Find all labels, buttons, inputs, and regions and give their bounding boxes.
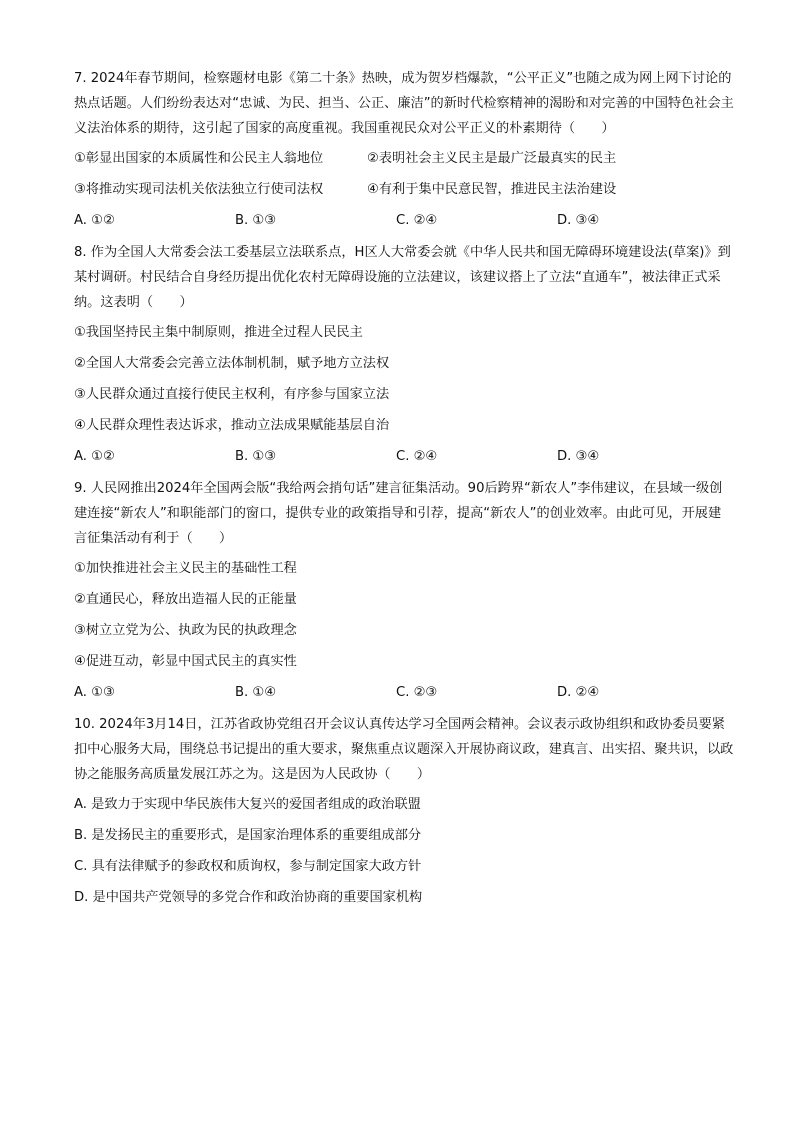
statement-row: [74, 174, 734, 205]
statement: ②表明社会主义民主是最广泛最真实的民主: [367, 151, 617, 166]
question-stem: 7. 2024年春节期间，检察题材电影《第二十条》热映，成为贺岁档爆款，“公平正义”也随之成为网上网下讨论的热点话题。人们纷纷表达对“忠诚、为民、担当、公正、廉洁”的新时代检察精神的渴盼和对完善的中国特色社会主义法治体系的期待，这引起了国家的高度重视。我国重视民众对公平正义的朴素期待（ ）: [74, 71, 734, 136]
option-c: C. ②④: [396, 449, 438, 464]
statement: ②直通民心，释放出造福人民的正能量: [74, 592, 297, 607]
option-d: D. 是中国共产党领导的多党合作和政治协商的重要国家机构: [74, 890, 423, 905]
question-9: [74, 476, 734, 708]
option-c: C. ②③: [396, 685, 438, 700]
answer-options: [74, 205, 734, 236]
option-b: B. ①③: [235, 449, 277, 464]
option-d: D. ②④: [557, 685, 600, 700]
statement: ①加快推进社会主义民主的基础性工程: [74, 561, 297, 576]
statement: ③树立立党为公、执政为民的执政理念: [74, 623, 297, 638]
statement: ②全国人大常委会完善立法体制机制，赋予地方立法权: [74, 356, 390, 371]
option-d: D. ③④: [557, 213, 600, 228]
option-d: D. ③④: [557, 449, 600, 464]
question-stem: 8. 作为全国人大常委会法工委基层立法联系点，H区人大常委会就《中华人民共和国无障碍环境建设法(草案)》到某村调研。村民结合自身经历提出优化农村无障碍设施的立法建议，该建议搭上了立法“直通车”，被法律正式采纳。这表明（ ）: [74, 245, 731, 310]
question-8: [74, 240, 734, 472]
question-list: [74, 66, 734, 913]
option-b: B. ①④: [235, 685, 277, 700]
option-a: A. ①②: [74, 449, 115, 464]
statement: ④人民群众理性表达诉求，推动立法成果赋能基层自治: [74, 418, 390, 433]
answer-options: [74, 441, 734, 472]
question-stem: 9. 人民网推出2024年全国两会版“我给两会捎句话”建言征集活动。90后跨界“新农人”李伟建议，在县域一级创建连接“新农人”和职能部门的窗口，提供专业的政策指导和引荐，提高“新农人”的创业效率。由此可见，开展建言征集活动有利于（ ）: [74, 481, 723, 546]
statement: ①彰显出国家的本质属性和公民主人翁地位: [74, 151, 324, 166]
option-a: A. ①②: [74, 213, 115, 228]
option-b: B. ①③: [235, 213, 277, 228]
option-a: A. ①③: [74, 685, 115, 700]
option-a: A. 是致力于实现中华民族伟大复兴的爱国者组成的政治联盟: [74, 797, 421, 812]
option-c: C. 具有法律赋予的参政权和质询权，参与制定国家大政方针: [74, 859, 422, 874]
statement-row: [74, 143, 734, 174]
question-10: [74, 712, 734, 913]
statement: ③人民群众通过直接行使民主权利，有序参与国家立法: [74, 387, 390, 402]
statement: ④促进互动，彰显中国式民主的真实性: [74, 654, 297, 669]
option-b: B. 是发扬民主的重要形式，是国家治理体系的重要组成部分: [74, 828, 422, 843]
answer-options: [74, 677, 734, 708]
statement: ③将推动实现司法机关依法独立行使司法权: [74, 182, 324, 197]
statement: ④有利于集中民意民智，推进民主法治建设: [367, 182, 617, 197]
question-stem: 10. 2024年3月14日，江苏省政协党组召开会议认真传达学习全国两会精神。会议表示政协组织和政协委员要紧扣中心服务大局，围绕总书记提出的重大要求，聚焦重点议题深入开展协商议政，建真言、出实招、聚共识，以政协之能服务高质量发展江苏之为。这是因为人民政协（ ）: [74, 717, 734, 782]
question-7: [74, 66, 734, 236]
option-c: C. ②④: [396, 213, 438, 228]
statement: ①我国坚持民主集中制原则，推进全过程人民民主: [74, 325, 363, 340]
